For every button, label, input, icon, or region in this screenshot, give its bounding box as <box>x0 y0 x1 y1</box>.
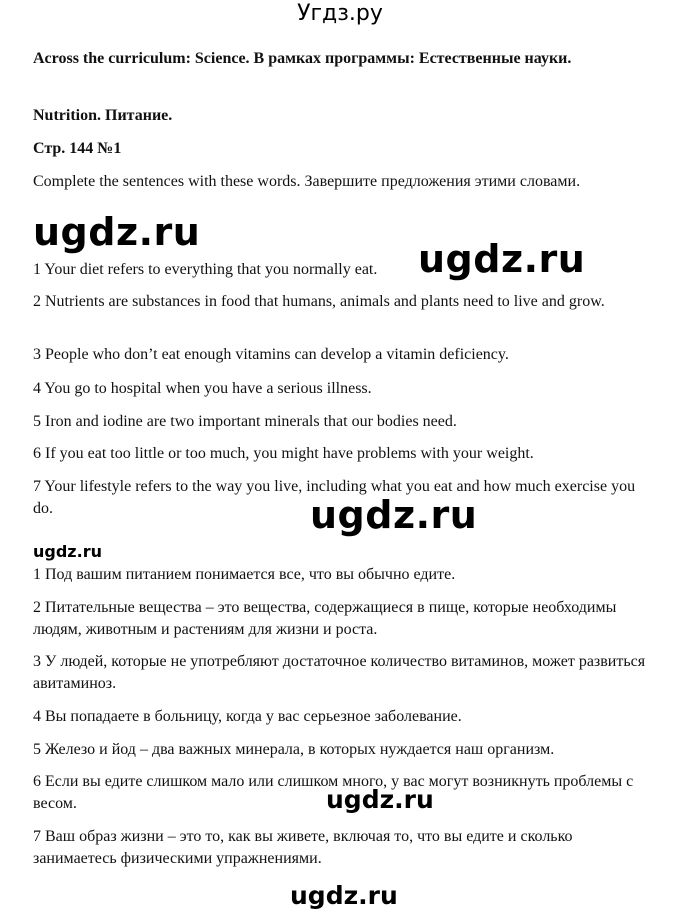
exercise-number: Стр. 144 №1 <box>33 140 122 157</box>
watermark: ugdz.ru <box>290 881 398 910</box>
watermark: ugdz.ru <box>33 210 201 254</box>
russian-sentence: 1 Под вашим питанием понимается все, что вы обычно едите. <box>33 566 456 583</box>
english-sentence: 5 Iron and iodine are two important minerals that our bodies need. <box>33 413 457 430</box>
russian-sentence: 3 У людей, которые не употребляют достаточное количество витаминов, может развиться авитаминоз. <box>33 653 646 692</box>
exercise-instruction: Complete the sentences with these words. Завершите предложения этими словами. <box>33 173 581 190</box>
russian-sentence: 7 Ваш образ жизни – это то, как вы живете, включая то, что вы едите и сколько занимаетесь физическими упражнениями. <box>33 828 573 867</box>
site-title: Угдз.ру <box>297 1 383 26</box>
watermark: ugdz.ru <box>33 542 102 561</box>
russian-sentence: 2 Питательные вещества – это вещества, содержащиеся в пище, которые необходимы людям, животным и растениям для жизни и роста. <box>33 599 617 638</box>
english-sentence: 2 Nutrients are substances in food that humans, animals and plants need to live and grow. <box>33 293 605 310</box>
english-sentence: 3 People who don’t eat enough vitamins can develop a vitamin deficiency. <box>33 346 509 363</box>
english-sentence: 6 If you eat too little or too much, you might have problems with your weight. <box>33 445 534 462</box>
english-sentence: 1 Your diet refers to everything that you normally eat. <box>33 261 378 278</box>
russian-sentence: 6 Если вы едите слишком мало или слишком много, у вас могут возникнуть проблемы с весом. <box>33 773 634 812</box>
topic-heading: Nutrition. Питание. <box>33 107 173 124</box>
section-heading: Across the curriculum: Science. В рамках программы: Естественные науки. <box>33 50 572 67</box>
watermark: ugdz.ru <box>418 237 586 281</box>
watermark: ugdz.ru <box>326 785 434 814</box>
english-sentence: 7 Your lifestyle refers to the way you live, including what you eat and how much exercise you do. <box>33 478 636 517</box>
english-sentence: 4 You go to hospital when you have a serious illness. <box>33 380 372 397</box>
russian-sentence: 4 Вы попадаете в больницу, когда у вас серьезное заболевание. <box>33 708 462 725</box>
watermark: ugdz.ru <box>310 493 478 537</box>
russian-sentence: 5 Железо и йод – два важных минерала, в которых нуждается наш организм. <box>33 741 555 758</box>
